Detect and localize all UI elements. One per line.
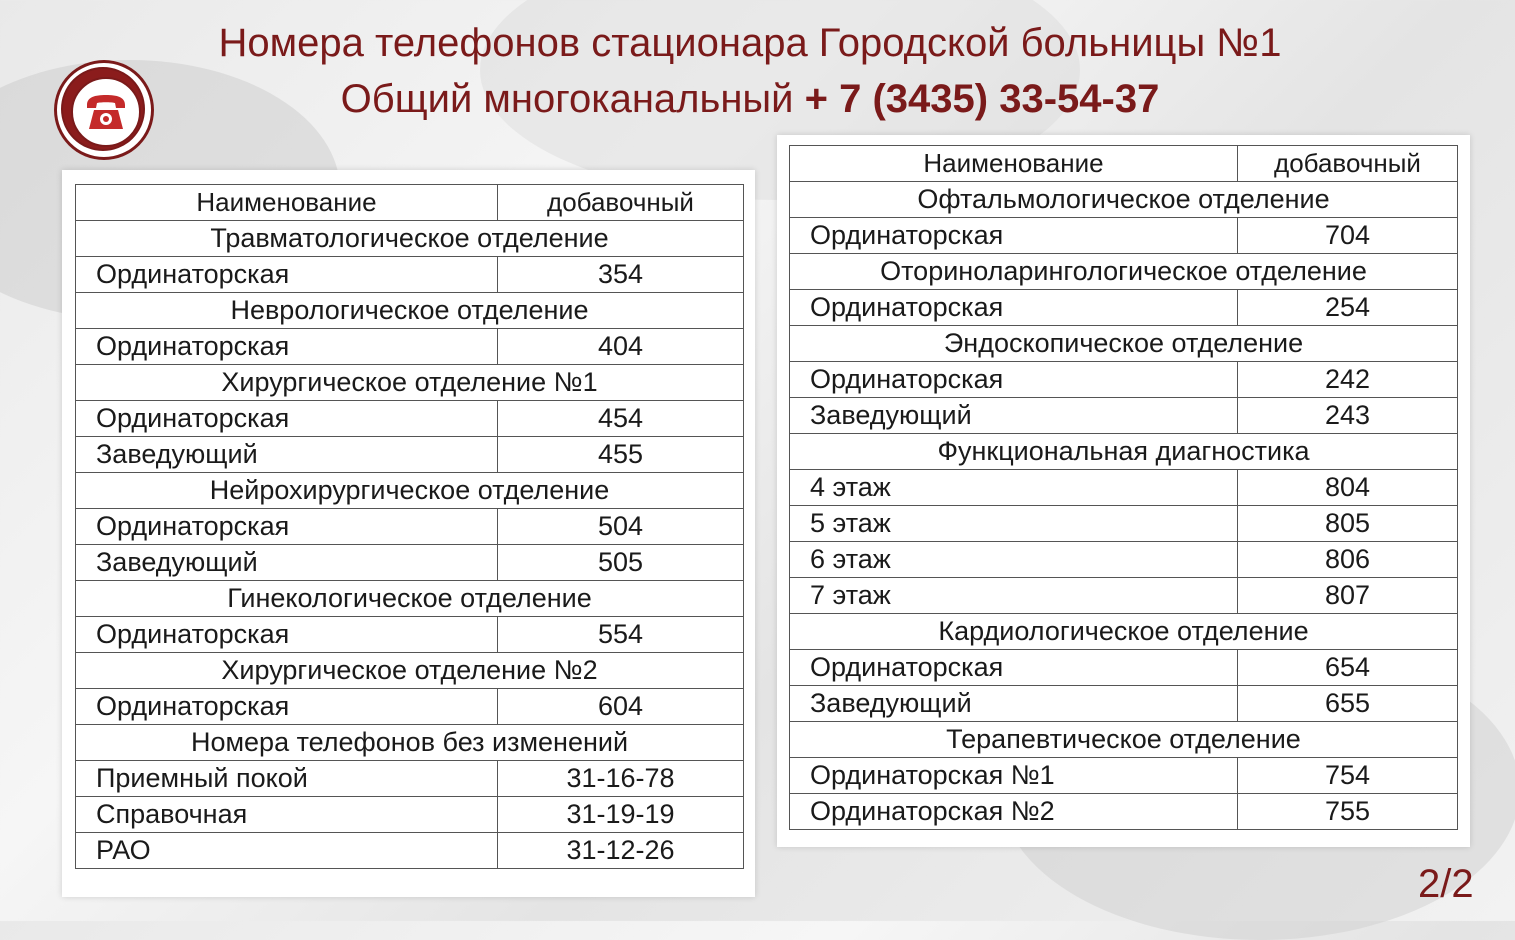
row-name: Ординаторская №1 <box>790 758 1238 794</box>
table-row <box>790 290 1458 326</box>
section-row <box>790 722 1458 758</box>
row-extension: 504 <box>498 509 744 545</box>
row-name: Ординаторская <box>76 617 498 653</box>
table-row <box>790 398 1458 434</box>
row-extension: 454 <box>498 401 744 437</box>
table-row <box>76 833 744 869</box>
logo <box>54 60 154 160</box>
row-name: Ординаторская №2 <box>790 794 1238 830</box>
department-name: Неврологическое отделение <box>76 293 744 329</box>
row-name: РАО <box>76 833 498 869</box>
row-extension: 554 <box>498 617 744 653</box>
row-name: Ординаторская <box>790 290 1238 326</box>
left-phone-table <box>75 184 744 869</box>
table-row <box>790 506 1458 542</box>
department-name: Офтальмологическое отделение <box>790 182 1458 218</box>
department-name: Нейрохирургическое отделение <box>76 473 744 509</box>
section-row <box>76 221 744 257</box>
table-header-row <box>76 185 744 221</box>
row-extension: 804 <box>1238 470 1458 506</box>
main-phone-number: + 7 (3435) 33-54-37 <box>804 77 1160 121</box>
column-header-name: Наименование <box>76 185 498 221</box>
section-row <box>790 614 1458 650</box>
table-row <box>790 758 1458 794</box>
table-row <box>76 761 744 797</box>
section-row <box>790 254 1458 290</box>
row-extension: 31-19-19 <box>498 797 744 833</box>
row-extension: 354 <box>498 257 744 293</box>
table-row <box>790 794 1458 830</box>
left-panel <box>62 170 755 897</box>
row-name: Заведующий <box>790 398 1238 434</box>
row-extension: 505 <box>498 545 744 581</box>
section-row <box>790 326 1458 362</box>
right-phone-table <box>789 145 1458 830</box>
department-name: Функциональная диагностика <box>790 434 1458 470</box>
department-name: Эндоскопическое отделение <box>790 326 1458 362</box>
row-extension: 254 <box>1238 290 1458 326</box>
department-name: Кардиологическое отделение <box>790 614 1458 650</box>
row-name: Ординаторская <box>790 362 1238 398</box>
row-name: 6 этаж <box>790 542 1238 578</box>
table-row <box>76 617 744 653</box>
row-name: 5 этаж <box>790 506 1238 542</box>
row-extension: 404 <box>498 329 744 365</box>
row-extension: 807 <box>1238 578 1458 614</box>
row-name: Ординаторская <box>790 218 1238 254</box>
table-row <box>790 578 1458 614</box>
telephone-icon <box>71 77 141 147</box>
section-row <box>76 653 744 689</box>
row-extension: 243 <box>1238 398 1458 434</box>
row-name: 4 этаж <box>790 470 1238 506</box>
row-name: Ординаторская <box>76 689 498 725</box>
table-row <box>790 362 1458 398</box>
section-row <box>76 473 744 509</box>
table-row <box>76 401 744 437</box>
department-name: Травматологическое отделение <box>76 221 744 257</box>
page-subtitle <box>0 76 1500 122</box>
row-extension: 604 <box>498 689 744 725</box>
table-row <box>790 686 1458 722</box>
table-row <box>790 650 1458 686</box>
table-row <box>76 257 744 293</box>
row-name: Ординаторская <box>76 401 498 437</box>
table-row <box>76 545 744 581</box>
row-extension: 242 <box>1238 362 1458 398</box>
row-name: Приемный покой <box>76 761 498 797</box>
department-name: Терапевтическое отделение <box>790 722 1458 758</box>
section-row <box>76 725 744 761</box>
section-row <box>76 293 744 329</box>
row-extension: 31-12-26 <box>498 833 744 869</box>
row-extension: 805 <box>1238 506 1458 542</box>
table-row <box>76 689 744 725</box>
row-extension: 31-16-78 <box>498 761 744 797</box>
table-row <box>790 470 1458 506</box>
department-name: Хирургическое отделение №1 <box>76 365 744 401</box>
row-extension: 755 <box>1238 794 1458 830</box>
table-row <box>76 797 744 833</box>
row-name: Заведующий <box>76 545 498 581</box>
row-name: Ординаторская <box>76 509 498 545</box>
page-number: 2/2 <box>1418 862 1474 906</box>
row-name: Справочная <box>76 797 498 833</box>
table-row <box>790 218 1458 254</box>
column-header-extension: добавочный <box>1238 146 1458 182</box>
row-name: Заведующий <box>76 437 498 473</box>
section-row <box>790 182 1458 218</box>
section-row <box>790 434 1458 470</box>
row-extension: 455 <box>498 437 744 473</box>
department-name: Хирургическое отделение №2 <box>76 653 744 689</box>
table-row <box>790 542 1458 578</box>
section-row <box>76 581 744 617</box>
row-extension: 754 <box>1238 758 1458 794</box>
row-extension: 655 <box>1238 686 1458 722</box>
table-row <box>76 509 744 545</box>
row-name: Ординаторская <box>76 257 498 293</box>
department-name: Номера телефонов без изменений <box>76 725 744 761</box>
row-name: 7 этаж <box>790 578 1238 614</box>
row-extension: 806 <box>1238 542 1458 578</box>
table-row <box>76 329 744 365</box>
right-panel <box>777 135 1470 847</box>
section-row <box>76 365 744 401</box>
row-extension: 654 <box>1238 650 1458 686</box>
column-header-name: Наименование <box>790 146 1238 182</box>
table-row <box>76 437 744 473</box>
row-name: Ординаторская <box>790 650 1238 686</box>
row-name: Заведующий <box>790 686 1238 722</box>
column-header-extension: добавочный <box>498 185 744 221</box>
row-name: Ординаторская <box>76 329 498 365</box>
table-header-row <box>790 146 1458 182</box>
page-title: Номера телефонов стационара Городской больницы №1 <box>218 21 1282 65</box>
row-extension: 704 <box>1238 218 1458 254</box>
department-name: Гинекологическое отделение <box>76 581 744 617</box>
department-name: Оториноларингологическое отделение <box>790 254 1458 290</box>
subtitle-label: Общий многоканальный <box>340 77 805 121</box>
